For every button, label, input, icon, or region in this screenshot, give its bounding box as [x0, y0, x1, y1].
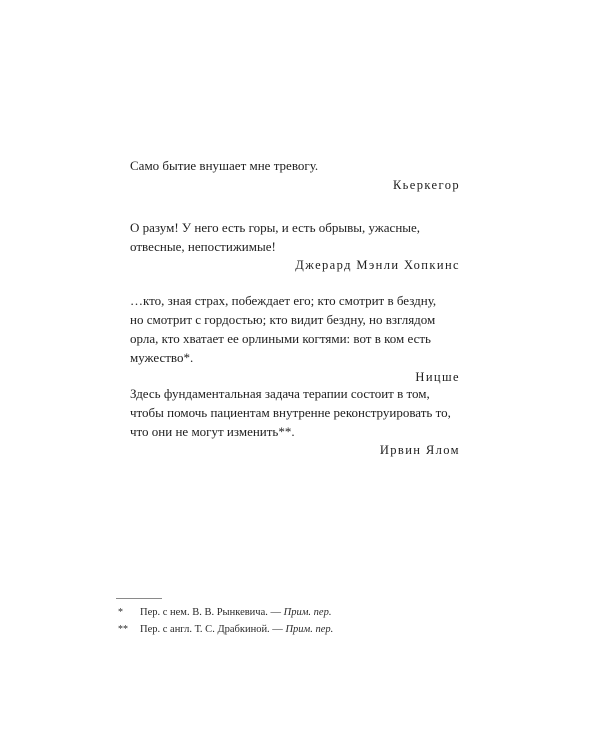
- epigraph-nietzsche: [130, 291, 460, 387]
- footnote-mark: **: [118, 624, 128, 635]
- epigraph-hopkins: [130, 218, 460, 275]
- footnote-note: Прим. пер.: [285, 624, 334, 635]
- epigraph-quote: Здесь фундаментальная задача терапии состоит в том, чтобы помочь пациентам внутренне реконструировать то, что они не могут изменить**.: [130, 386, 451, 439]
- epigraph-author: Ницше: [415, 370, 460, 384]
- epigraph-yalom: [130, 384, 460, 460]
- epigraph-quote: …кто, зная страх, побеждает его; кто смотрит в бездну, но смотрит с гордостью; кто видит бездну, но взглядом орла, кто хватает ее орлиными когтями: вот в ком есть мужество*.: [130, 293, 437, 365]
- footnote-text: [140, 604, 331, 621]
- epigraph-author: Кьеркегор: [392, 178, 460, 192]
- epigraph-author: Джерард Мэнли Хопкинс: [295, 258, 460, 272]
- epigraph-quote: О разум! У него есть горы, и есть обрывы, ужасные, отвесные, непостижимые!: [130, 220, 421, 254]
- epigraph-author: Ирвин Ялом: [379, 443, 460, 457]
- footnote-separator: [116, 598, 162, 599]
- footnote-source: Пер. с англ. Т. С. Драбкиной. —: [140, 624, 286, 635]
- footnote-mark: *: [118, 607, 123, 618]
- epigraph-quote: Само бытие внушает мне тревогу.: [130, 158, 319, 173]
- epigraph-kierkegaard: [130, 156, 460, 195]
- footnote-item: [118, 604, 478, 621]
- footnote-source: Пер. с нем. В. В. Рынкевича. —: [140, 607, 284, 618]
- footnote-text: [140, 621, 333, 638]
- footnote-item: [118, 621, 478, 638]
- footnote-note: Прим. пер.: [283, 607, 332, 618]
- footnotes: [118, 604, 478, 638]
